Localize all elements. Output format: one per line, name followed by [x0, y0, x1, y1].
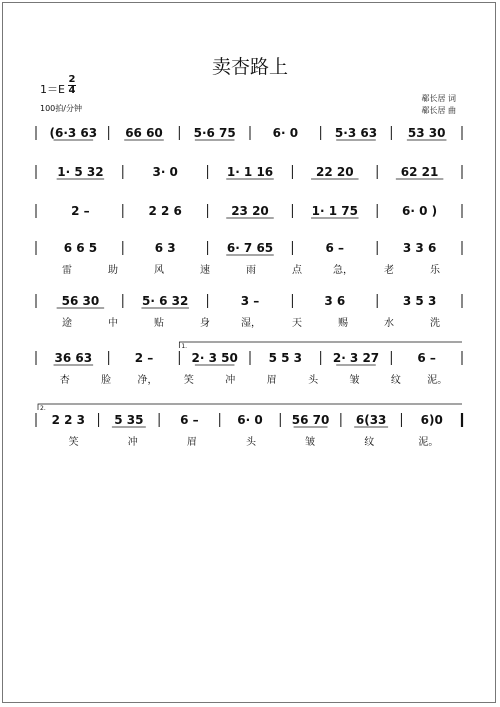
volta-number: 1. — [181, 343, 188, 350]
tempo-marking: 100拍/分钟 — [40, 104, 82, 113]
composer-credit: 郗长居 曲 — [421, 106, 456, 115]
lyric-char: 头 — [308, 375, 319, 386]
measure-notes: 6· 0 — [272, 126, 299, 140]
measure-notes: 53 30 — [407, 126, 446, 140]
measure-notes: 56 70 — [291, 413, 330, 427]
measure-notes: 1· 1 16 — [226, 165, 274, 179]
lyric-char: 水 — [384, 318, 394, 329]
score-row-3 — [36, 204, 462, 218]
measure-notes: 6(33 — [355, 413, 387, 427]
measure-notes: 5 5 3 — [268, 351, 303, 365]
measure-notes: 66 60 — [125, 126, 163, 140]
measure-notes: 2· 3 50 — [191, 351, 238, 365]
measure-notes: 6 6 5 — [63, 241, 98, 255]
lyric-char: 途 — [62, 318, 72, 329]
lyric-char: 中 — [108, 318, 118, 329]
lyric-char: 杏 — [59, 375, 70, 386]
lyric-char: 皱 — [349, 375, 360, 386]
lyric-char: 笑 — [183, 375, 194, 386]
measure-notes: 6· 7 65 — [226, 241, 274, 255]
lyricist-credit: 郗长居 词 — [421, 94, 456, 103]
measure-notes: 2 – — [134, 351, 154, 365]
lyric-char: 速 — [200, 265, 210, 276]
measure-notes: 22 20 — [316, 165, 354, 179]
lyric-char: 湿， — [241, 318, 261, 329]
measure-notes: 6 – — [417, 351, 436, 365]
lyric-char: 冲 — [225, 375, 236, 386]
lyric-char: 泥。 — [418, 437, 439, 448]
measure-notes: 1· 5 32 — [57, 165, 104, 179]
lyric-char: 皱 — [305, 437, 316, 448]
measure-notes: 3 6 — [324, 294, 346, 308]
measure-notes: 5·3 63 — [334, 126, 378, 140]
measure-notes: 62 21 — [400, 165, 439, 179]
score-notation — [36, 126, 462, 448]
measure-notes: 6· 0 — [237, 413, 263, 427]
measure-notes: 6· 0 ) — [402, 204, 438, 218]
lyric-char: 雨 — [246, 265, 256, 276]
lyric-char: 老 — [384, 265, 394, 276]
key-signature: 1＝E — [40, 83, 65, 96]
measure-notes: 2· 3 27 — [332, 351, 380, 365]
time-sig-top: 2 — [68, 74, 76, 85]
score-row-5 — [36, 294, 462, 329]
measure-notes: 6 – — [325, 241, 345, 255]
measure-notes: 3 5 3 — [402, 294, 437, 308]
score-row-6 — [36, 342, 462, 386]
measure-notes: 6 – — [180, 413, 199, 427]
score-row-2 — [36, 165, 462, 179]
measure-notes: 1· 1 75 — [311, 204, 358, 218]
lyric-char: 纹 — [364, 437, 375, 448]
volta-bracket — [179, 342, 462, 348]
volta-number: 2. — [40, 405, 46, 412]
lyric-char: 泥。 — [427, 375, 448, 386]
lyric-char: 贴 — [154, 318, 164, 329]
measure-notes: 6 3 — [154, 241, 176, 255]
song-title: 卖杏路上 — [211, 56, 288, 78]
lyric-char: 天 — [292, 318, 302, 329]
score-row-7 — [36, 404, 462, 448]
score-row-1 — [36, 126, 462, 140]
measure-notes: 3· 0 — [152, 165, 178, 179]
time-sig-bottom: 4 — [68, 85, 76, 96]
measure-notes: 5 35 — [114, 413, 144, 427]
lyric-char: 眉 — [266, 375, 277, 386]
measure-notes: 23 20 — [231, 204, 269, 218]
lyric-char: 净， — [137, 375, 158, 386]
measure-notes: 56 30 — [61, 294, 100, 308]
measure-notes: 6)0 — [420, 413, 443, 427]
measure-notes: (6·3 63 — [49, 126, 98, 140]
measure-notes: 3 3 6 — [402, 241, 437, 255]
measure-notes: 3 – — [240, 294, 260, 308]
lyric-char: 助 — [108, 265, 118, 276]
lyric-char: 洗 — [430, 318, 440, 329]
lyric-char: 纹 — [390, 375, 401, 386]
lyric-char: 风 — [154, 265, 164, 276]
lyric-char: 乐 — [430, 265, 440, 276]
lyric-char: 赐 — [338, 318, 348, 329]
lyric-char: 身 — [200, 318, 210, 329]
lyric-char: 脸 — [101, 375, 112, 386]
lyric-char: 头 — [246, 437, 256, 448]
measure-notes: 5· 6 32 — [142, 294, 189, 308]
score-row-4 — [36, 241, 462, 276]
lyric-char: 雷 — [62, 265, 72, 276]
lyric-char: 急， — [333, 265, 353, 276]
volta-bracket — [38, 404, 462, 410]
measure-notes: 2 2 3 — [51, 413, 85, 427]
lyric-char: 点 — [292, 265, 302, 276]
lyric-char: 眉 — [186, 437, 197, 448]
measure-notes: 2 – — [71, 204, 90, 218]
lyric-char: 笑 — [68, 437, 79, 448]
measure-notes: 2 2 6 — [148, 204, 182, 218]
measure-notes: 5·6 75 — [193, 126, 236, 140]
lyric-char: 冲 — [127, 437, 138, 448]
measure-notes: 36 63 — [54, 351, 93, 365]
